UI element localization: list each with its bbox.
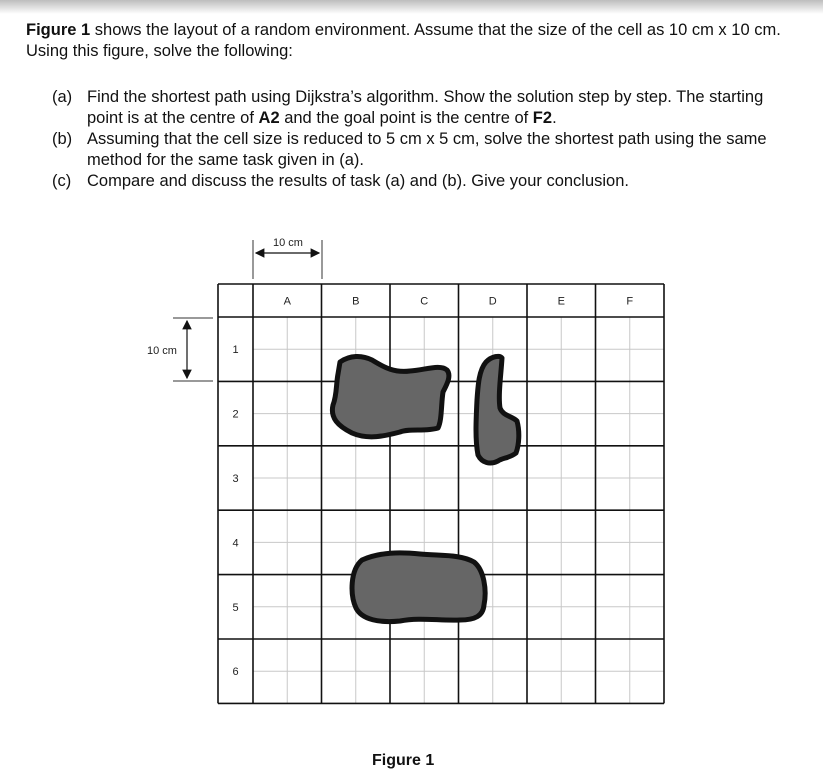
task-text: Assuming that the cell size is reduced to 5 cm x 5 cm, solve the shortest path using the same method for the same task given in (a). [87, 130, 767, 169]
start-cell: A2 [258, 109, 280, 127]
column-label: B [352, 295, 360, 308]
row-label: 3 [232, 473, 239, 485]
height-dimension [147, 318, 213, 381]
width-label: 10 cm [273, 237, 303, 249]
row-label: 1 [232, 344, 239, 357]
column-label: A [283, 295, 291, 308]
row-label: 4 [232, 537, 239, 550]
task-text: . [552, 109, 557, 127]
main-grid-lines [218, 284, 664, 703]
obstacle-c [352, 553, 485, 622]
column-label: F [626, 295, 634, 308]
column-label: D [488, 295, 497, 308]
obstacle-d [476, 356, 519, 463]
column-label: E [557, 295, 565, 308]
task-text: Find the shortest path using Dijkstra’s algorithm. Show the solution step by step. The starting point is at the centre of [87, 88, 764, 127]
task-text: Compare and discuss the results of task (a) and (b). Give your conclusion. [87, 172, 629, 190]
row-label: 2 [232, 408, 239, 421]
task-label: (a) [52, 88, 73, 106]
goal-cell: F2 [532, 109, 553, 127]
width-dimension [253, 237, 322, 279]
obstacle-bc [332, 356, 449, 436]
task-label: (c) [52, 172, 72, 190]
obstacles [332, 356, 518, 621]
figure-caption: Figure 1 [372, 752, 435, 769]
intro-text: shows the layout of a random environment. Assume that the size of the cell as 10 cm x 10 cm. Using this figure, solve the following: [26, 21, 781, 60]
column-label: C [420, 295, 429, 308]
row-label: 6 [232, 666, 239, 679]
figure-ref: Figure 1 [26, 21, 91, 39]
height-label: 10 cm [147, 345, 177, 357]
task-label: (b) [52, 130, 73, 148]
task-text: and the goal point is the centre of [279, 109, 533, 127]
row-label: 5 [232, 601, 239, 614]
